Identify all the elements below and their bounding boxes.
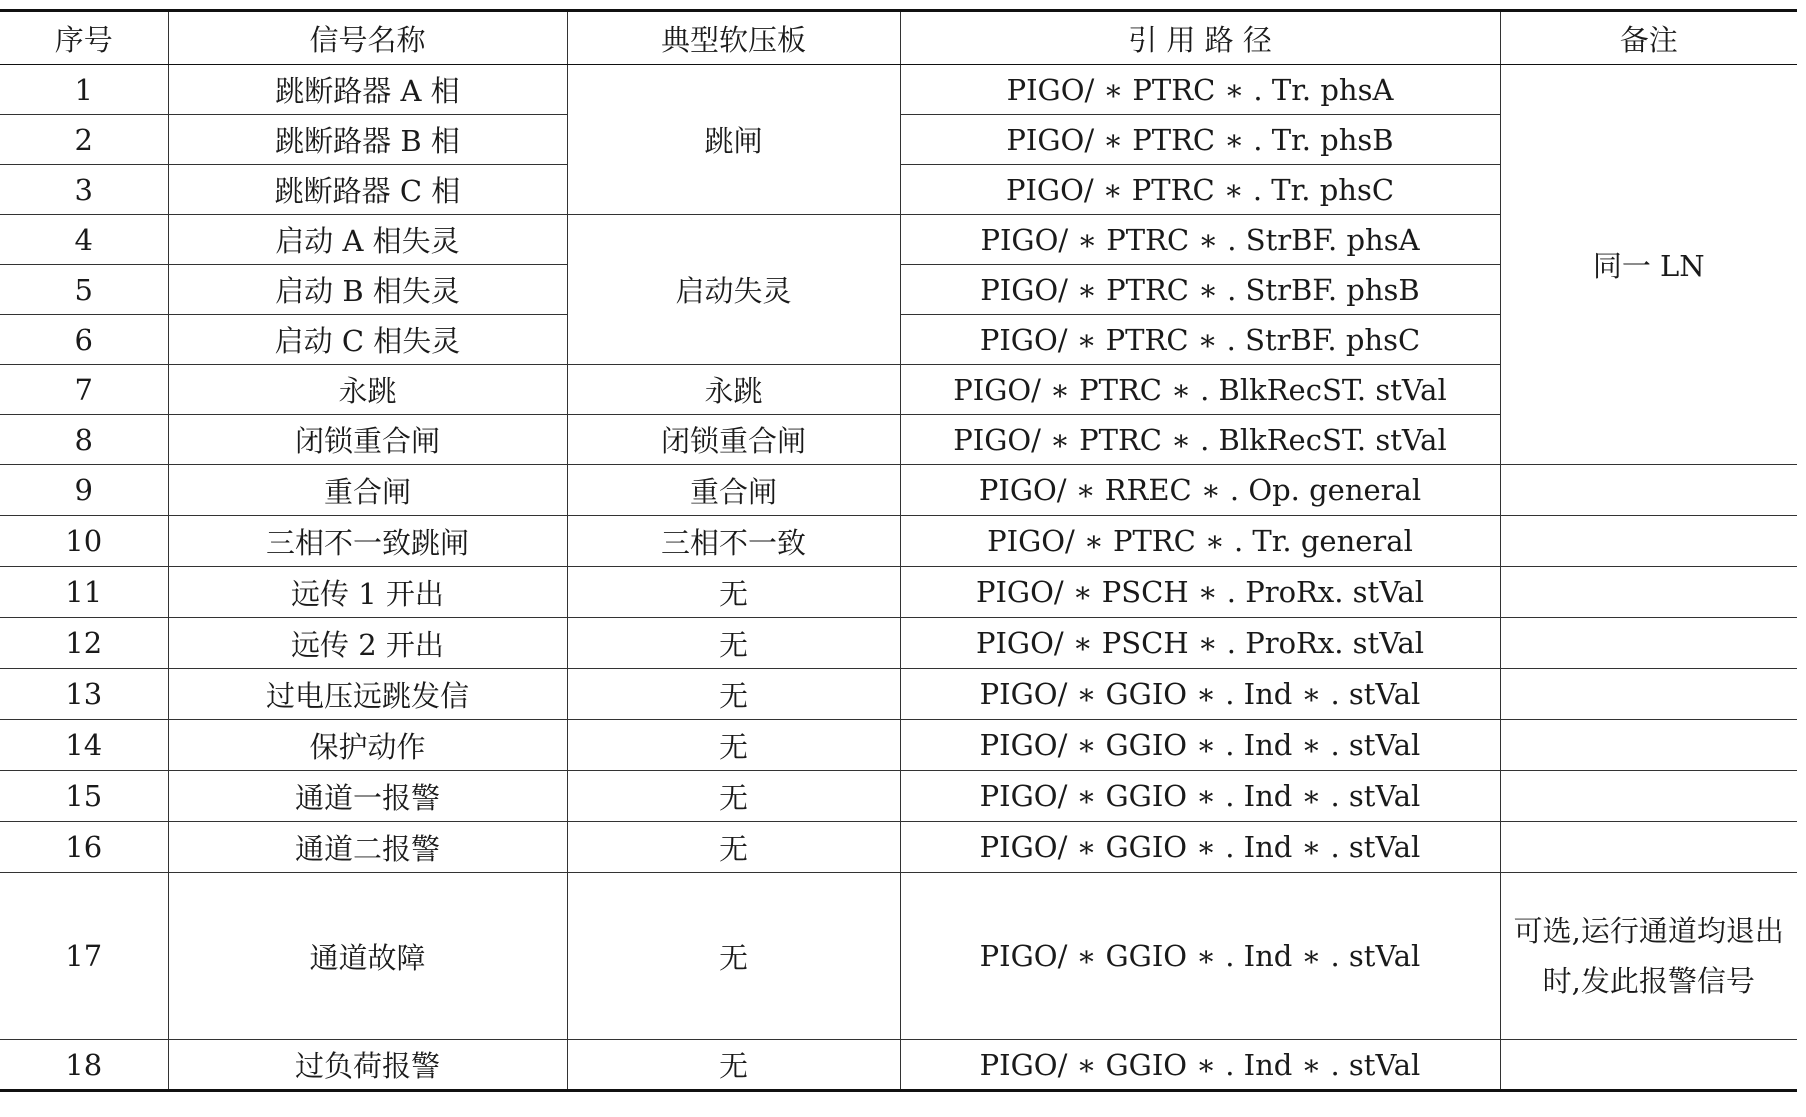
cell-seq: 17 xyxy=(0,873,168,1040)
cell-soft-plate: 跳闸 xyxy=(567,65,900,215)
cell-reference-path: PIGO/ ∗ GGIO ∗ . Ind ∗ . stVal xyxy=(900,771,1500,822)
cell-seq: 18 xyxy=(0,1040,168,1091)
cell-seq: 1 xyxy=(0,65,168,115)
header-reference-path: 引 用 路 径 xyxy=(900,11,1500,65)
signal-reference-table xyxy=(0,9,1797,1092)
cell-soft-plate: 无 xyxy=(567,618,900,669)
cell-signal-name: 闭锁重合闸 xyxy=(168,415,567,465)
cell-reference-path: PIGO/ ∗ GGIO ∗ . Ind ∗ . stVal xyxy=(900,873,1500,1040)
cell-reference-path: PIGO/ ∗ PTRC ∗ . Tr. general xyxy=(900,516,1500,567)
cell-signal-name: 重合闸 xyxy=(168,465,567,516)
cell-signal-name: 跳断路器 C 相 xyxy=(168,165,567,215)
table-row xyxy=(0,516,1797,567)
table-row xyxy=(0,669,1797,720)
cell-signal-name: 通道故障 xyxy=(168,873,567,1040)
cell-seq: 5 xyxy=(0,265,168,315)
table-row xyxy=(0,465,1797,516)
cell-seq: 13 xyxy=(0,669,168,720)
cell-signal-name: 跳断路器 B 相 xyxy=(168,115,567,165)
table-row xyxy=(0,567,1797,618)
cell-signal-name: 启动 A 相失灵 xyxy=(168,215,567,265)
cell-soft-plate: 无 xyxy=(567,567,900,618)
cell-remark xyxy=(1500,618,1797,669)
cell-signal-name: 通道二报警 xyxy=(168,822,567,873)
header-soft-plate: 典型软压板 xyxy=(567,11,900,65)
cell-seq: 7 xyxy=(0,365,168,415)
cell-remark xyxy=(1500,465,1797,516)
cell-signal-name: 远传 1 开出 xyxy=(168,567,567,618)
table-row xyxy=(0,822,1797,873)
cell-reference-path: PIGO/ ∗ PTRC ∗ . BlkRecST. stVal xyxy=(900,415,1500,465)
table-row xyxy=(0,873,1797,1040)
cell-reference-path: PIGO/ ∗ GGIO ∗ . Ind ∗ . stVal xyxy=(900,1040,1500,1091)
cell-signal-name: 保护动作 xyxy=(168,720,567,771)
cell-soft-plate: 无 xyxy=(567,669,900,720)
cell-seq: 11 xyxy=(0,567,168,618)
cell-reference-path: PIGO/ ∗ PTRC ∗ . StrBF. phsA xyxy=(900,215,1500,265)
cell-remark: 同一 LN xyxy=(1500,65,1797,465)
cell-reference-path: PIGO/ ∗ GGIO ∗ . Ind ∗ . stVal xyxy=(900,822,1500,873)
cell-remark xyxy=(1500,1040,1797,1091)
cell-soft-plate: 无 xyxy=(567,720,900,771)
cell-remark xyxy=(1500,516,1797,567)
cell-signal-name: 启动 B 相失灵 xyxy=(168,265,567,315)
cell-signal-name: 启动 C 相失灵 xyxy=(168,315,567,365)
cell-reference-path: PIGO/ ∗ GGIO ∗ . Ind ∗ . stVal xyxy=(900,720,1500,771)
cell-reference-path: PIGO/ ∗ GGIO ∗ . Ind ∗ . stVal xyxy=(900,669,1500,720)
cell-seq: 14 xyxy=(0,720,168,771)
cell-reference-path: PIGO/ ∗ PTRC ∗ . StrBF. phsC xyxy=(900,315,1500,365)
cell-signal-name: 通道一报警 xyxy=(168,771,567,822)
cell-soft-plate: 启动失灵 xyxy=(567,215,900,365)
cell-soft-plate: 三相不一致 xyxy=(567,516,900,567)
cell-remark xyxy=(1500,669,1797,720)
cell-soft-plate: 闭锁重合闸 xyxy=(567,415,900,465)
cell-reference-path: PIGO/ ∗ PTRC ∗ . Tr. phsC xyxy=(900,165,1500,215)
cell-soft-plate: 无 xyxy=(567,822,900,873)
cell-remark xyxy=(1500,567,1797,618)
cell-signal-name: 跳断路器 A 相 xyxy=(168,65,567,115)
table-row xyxy=(0,1040,1797,1091)
cell-seq: 16 xyxy=(0,822,168,873)
table-row xyxy=(0,771,1797,822)
header-remark: 备注 xyxy=(1500,11,1797,65)
cell-signal-name: 过电压远跳发信 xyxy=(168,669,567,720)
cell-signal-name: 过负荷报警 xyxy=(168,1040,567,1091)
cell-seq: 4 xyxy=(0,215,168,265)
cell-reference-path: PIGO/ ∗ PTRC ∗ . Tr. phsA xyxy=(900,65,1500,115)
cell-remark xyxy=(1500,822,1797,873)
cell-reference-path: PIGO/ ∗ PSCH ∗ . ProRx. stVal xyxy=(900,618,1500,669)
cell-seq: 2 xyxy=(0,115,168,165)
cell-signal-name: 三相不一致跳闸 xyxy=(168,516,567,567)
cell-reference-path: PIGO/ ∗ PSCH ∗ . ProRx. stVal xyxy=(900,567,1500,618)
header-seq: 序号 xyxy=(0,11,168,65)
cell-reference-path: PIGO/ ∗ RREC ∗ . Op. general xyxy=(900,465,1500,516)
table-header-row xyxy=(0,11,1797,65)
cell-remark: 可选,运行通道均退出时,发此报警信号 xyxy=(1500,873,1797,1040)
cell-seq: 12 xyxy=(0,618,168,669)
cell-seq: 10 xyxy=(0,516,168,567)
cell-seq: 3 xyxy=(0,165,168,215)
cell-seq: 9 xyxy=(0,465,168,516)
cell-signal-name: 永跳 xyxy=(168,365,567,415)
cell-soft-plate: 无 xyxy=(567,1040,900,1091)
cell-signal-name: 远传 2 开出 xyxy=(168,618,567,669)
cell-seq: 15 xyxy=(0,771,168,822)
cell-soft-plate: 无 xyxy=(567,771,900,822)
cell-remark xyxy=(1500,720,1797,771)
cell-reference-path: PIGO/ ∗ PTRC ∗ . Tr. phsB xyxy=(900,115,1500,165)
cell-soft-plate: 重合闸 xyxy=(567,465,900,516)
table-row xyxy=(0,65,1797,115)
cell-soft-plate: 无 xyxy=(567,873,900,1040)
cell-soft-plate: 永跳 xyxy=(567,365,900,415)
table-row xyxy=(0,720,1797,771)
table-row xyxy=(0,618,1797,669)
cell-remark xyxy=(1500,771,1797,822)
cell-reference-path: PIGO/ ∗ PTRC ∗ . StrBF. phsB xyxy=(900,265,1500,315)
cell-reference-path: PIGO/ ∗ PTRC ∗ . BlkRecST. stVal xyxy=(900,365,1500,415)
header-signal-name: 信号名称 xyxy=(168,11,567,65)
cell-seq: 6 xyxy=(0,315,168,365)
cell-seq: 8 xyxy=(0,415,168,465)
